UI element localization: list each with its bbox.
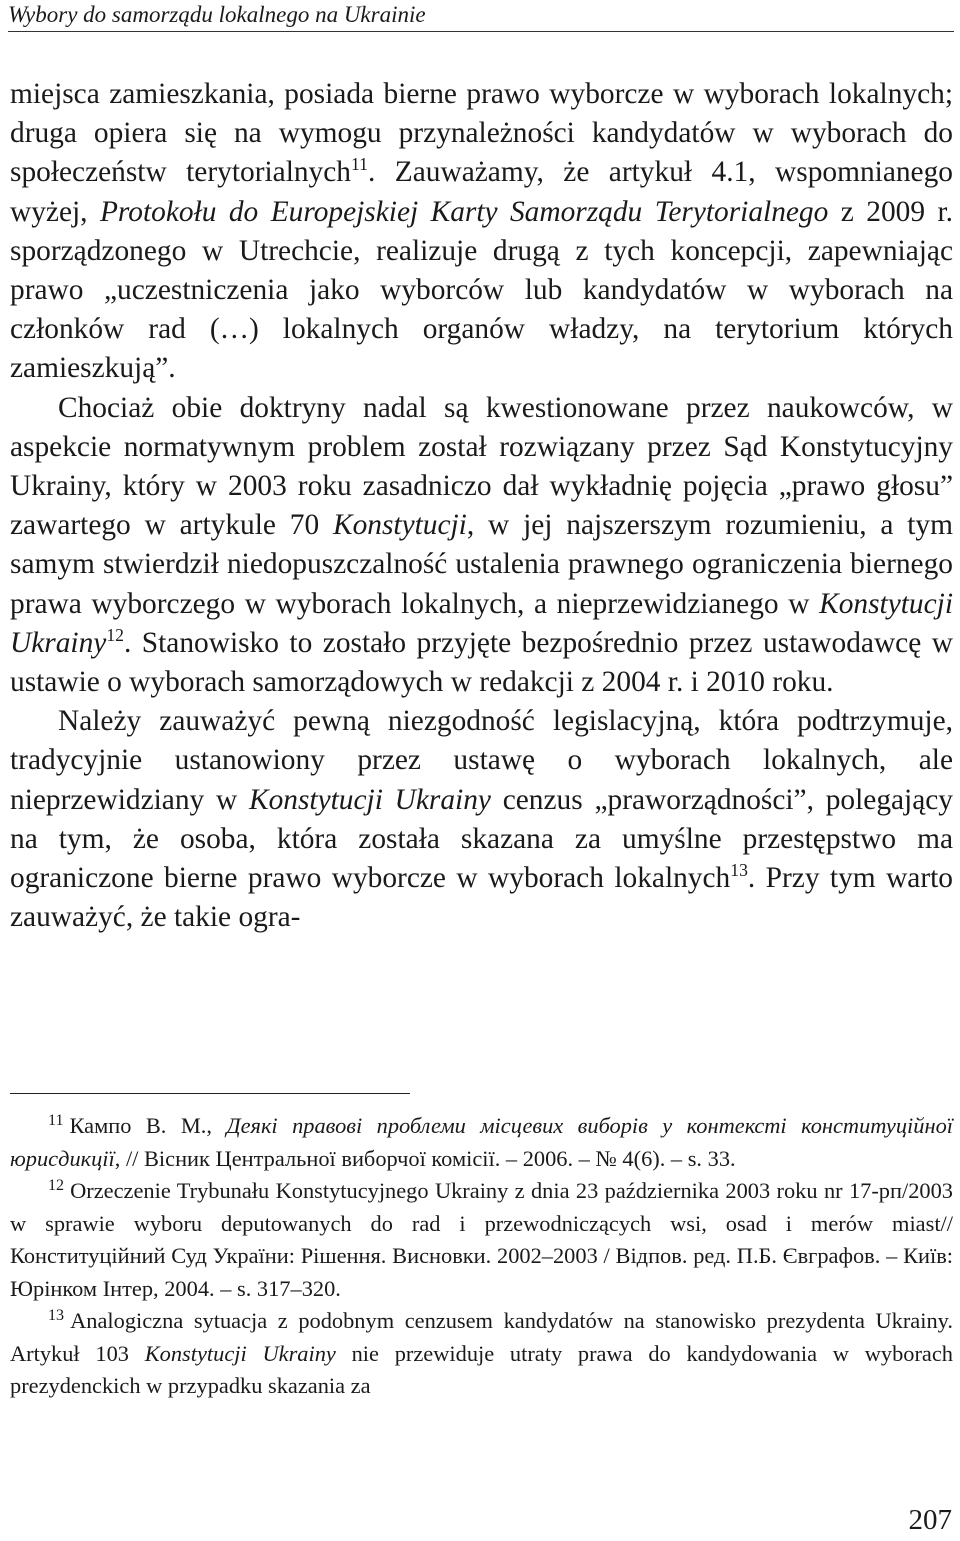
running-header xyxy=(8,2,954,32)
paragraph-3 xyxy=(10,702,953,937)
footnote-12 xyxy=(10,1175,953,1305)
footnote-11 xyxy=(10,1110,953,1175)
footnote-ref-11[interactable]: 11 xyxy=(351,154,368,175)
footnote-number: 12 xyxy=(48,1176,65,1194)
footnote-italic: Деякі правові проблеми місцевих виборів у контексті конституційної юрисдикції xyxy=(10,1113,953,1171)
paragraph-text: , w jej najszerszym rozumieniu, a tym samym stwierdził niedopuszczalność ustalenia prawnego ograniczenia biernego prawa wyborczego w wyborach lokalnych, a nieprzewidzianego w xyxy=(10,509,953,620)
paragraph-text: . Przy tym warto zauważyć, że takie ogra- xyxy=(10,862,953,934)
paragraph-italic: Konstytucji Ukrainy xyxy=(248,783,491,816)
footnote-number: 13 xyxy=(48,1306,65,1324)
footnote-13 xyxy=(10,1305,953,1403)
paragraph-2 xyxy=(10,389,953,703)
paragraph-text: Chociaż obie doktryny nadal są kwestionowane przez naukowców, w aspekcie normatywnym problem został rozwiązany przez Sąd Konstytucyjny Ukrainy, który w 2003 roku zasadniczo dał wykładnię pojęcia „prawo głosu” zawartego w artykule 70 xyxy=(10,391,953,542)
paragraph-text: miejsca zamieszkania, posiada bierne prawo wyborcze w wyborach lokalnych; druga opiera się na wymogu przynależności kandydatów w wyborach do społeczeństw terytorialnych xyxy=(10,78,953,189)
paragraph-italic: Konstytucji Ukrainy xyxy=(10,587,953,659)
footnote-ref-13[interactable]: 13 xyxy=(730,860,748,881)
paragraph-text: . Zauważamy, że artykuł 4.1, wspomnianego wyżej, xyxy=(10,156,953,228)
footnote-text: , // Вісник Центральної виборчої комісії. – 2006. – № 4(6). – s. 33. xyxy=(114,1145,736,1171)
footnote-text: Analogiczna sytuacja z podobnym cenzusem kandydatów na stanowisko prezydenta Ukrainy. Artykuł 103 xyxy=(10,1308,953,1366)
footnote-text: nie przewiduje utraty prawa do kandydowania w wyborach prezydenckich w przypadku skazania za xyxy=(10,1340,953,1398)
running-title: Wybory do samorządu lokalnego na Ukrainie xyxy=(8,2,426,27)
paragraph-text: . Stanowisko to zostało przyjęte bezpośrednio przez ustawodawcę w ustawie o wyborach samorządowych w redakcji z 2004 r. i 2010 roku. xyxy=(10,626,953,699)
footnote-number: 11 xyxy=(48,1111,64,1129)
body-text xyxy=(10,75,953,937)
paragraph-italic: Konstytucji xyxy=(332,509,467,542)
paragraph-text: cenzus „praworządności”, polegający na tym, że osoba, która została skazana za umyślne przestępstwo ma ograniczone bierne prawo wyborcze w wyborach lokalnych xyxy=(10,783,954,895)
footnote-text: Orzeczenie Trybunału Konstytucyjnego Ukrainy z dnia 23 października 2003 roku nr 17-рп/2003 w sprawie wyboru deputowanych do rad i przewodniczących wsi, osad i merów miast// Конституційний Суд України: Рішення. Висновки. 2002–2003 / Відпов. ред. П.Б. Євграфов. – Київ: Юрінком Інтер, 2004. – s. 317–320. xyxy=(10,1178,953,1301)
footnote-ref-12[interactable]: 12 xyxy=(106,625,124,646)
footnote-text: Кампо В. М., xyxy=(69,1113,227,1138)
footnote-separator xyxy=(10,1093,410,1094)
paragraph-italic: Protokołu do Europejskiej Karty Samorządu Terytorialnego xyxy=(99,195,829,228)
page-number: 207 xyxy=(908,1504,952,1536)
footnote-italic: Konstytucji Ukrainy xyxy=(144,1340,336,1366)
paragraph-text: z 2009 r. sporządzonego w Utrechcie, realizuje drugą z tych koncepcji, zapewniając prawo „uczestniczenia jako wyborców lub kandydatów w wyborach na członków rad (…) lokalnych organów władzy, na terytorium których zamieszkują”. xyxy=(10,195,953,385)
footnotes xyxy=(10,1110,953,1403)
paragraph-text: Należy zauważyć pewną niezgodność legislacyjną, która podtrzymuje, tradycyjnie ustanowiony przez ustawę o wyborach lokalnych, ale nieprzewidziany w xyxy=(10,705,953,816)
paragraph-1 xyxy=(10,75,953,389)
